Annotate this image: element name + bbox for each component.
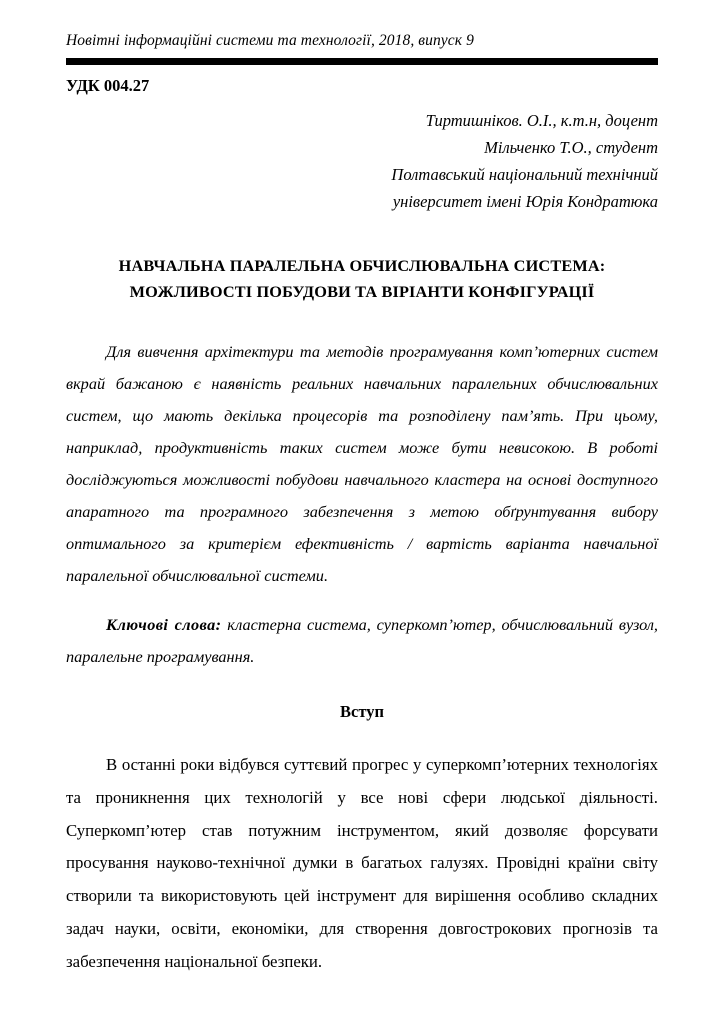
author-line-1: Тиртишніков. О.І., к.т.н, доцент [425,111,658,131]
author-block [66,108,658,216]
author-line-2: Мільченко Т.О., студент [484,138,658,158]
header-divider-rule [66,58,658,65]
keywords-paragraph [66,609,658,673]
keywords-list: кластерна система, суперкомп’ютер, обчислювальний вузол, паралельне програмування. [66,614,659,666]
article-title-line-1: НАВЧАЛЬНА ПАРАЛЕЛЬНА ОБЧИСЛЮВАЛЬНА СИСТЕМА: [118,255,606,275]
abstract-paragraph: Для вивчення архітектури та методів програмування комп’ютерних систем вкрай бажаною є наявність реальних навчальних паралельних обчислювальних систем, що мають декілька процесорів та розподілену пам’ять. При цьому, наприклад, продуктивність таких систем може бути невисокою. В роботі досліджуються можливості побудови навчального кластера на основі доступного апаратного та програмного забезпечення з метою обґрунтування вибору оптимального за критерієм ефективність / вартість варіанта навчальної паралельної обчислювальної системи. [66,341,658,586]
article-title-line-2: МОЖЛИВОСТІ ПОБУДОВИ ТА ВІРІАНТИ КОНФІГУРАЦІЇ [129,282,595,302]
body-paragraph-1: В останні роки відбувся суттєвий прогрес у суперкомп’ютерних технологіях та проникнення цих технологій у все нові сфери людської діяльності. Суперкомп’ютер став потужним інструментом, який дозволяє форсувати просування науково-технічної думки в багатьох галузях. Провідні країни світу створили та використовують цей інструмент для вирішення особливо складних задач науки, освіти, економіки, для створення довгострокових прогнозів та забезпечення національної безпеки. [66,755,658,971]
affiliation-line-1: Полтавський національний технічний [391,164,658,184]
page-content-column [66,0,658,995]
affiliation-line-2: університет імені Юрія Кондратюка [392,191,658,211]
keywords-label: Ключові слова: [106,614,222,634]
running-header: Новітні інформаційні системи та технології, 2018, випуск 9 [66,32,474,49]
article-title [66,253,658,306]
section-heading-vstup: Вступ [340,701,384,721]
udk-code: УДК 004.27 [66,76,150,96]
